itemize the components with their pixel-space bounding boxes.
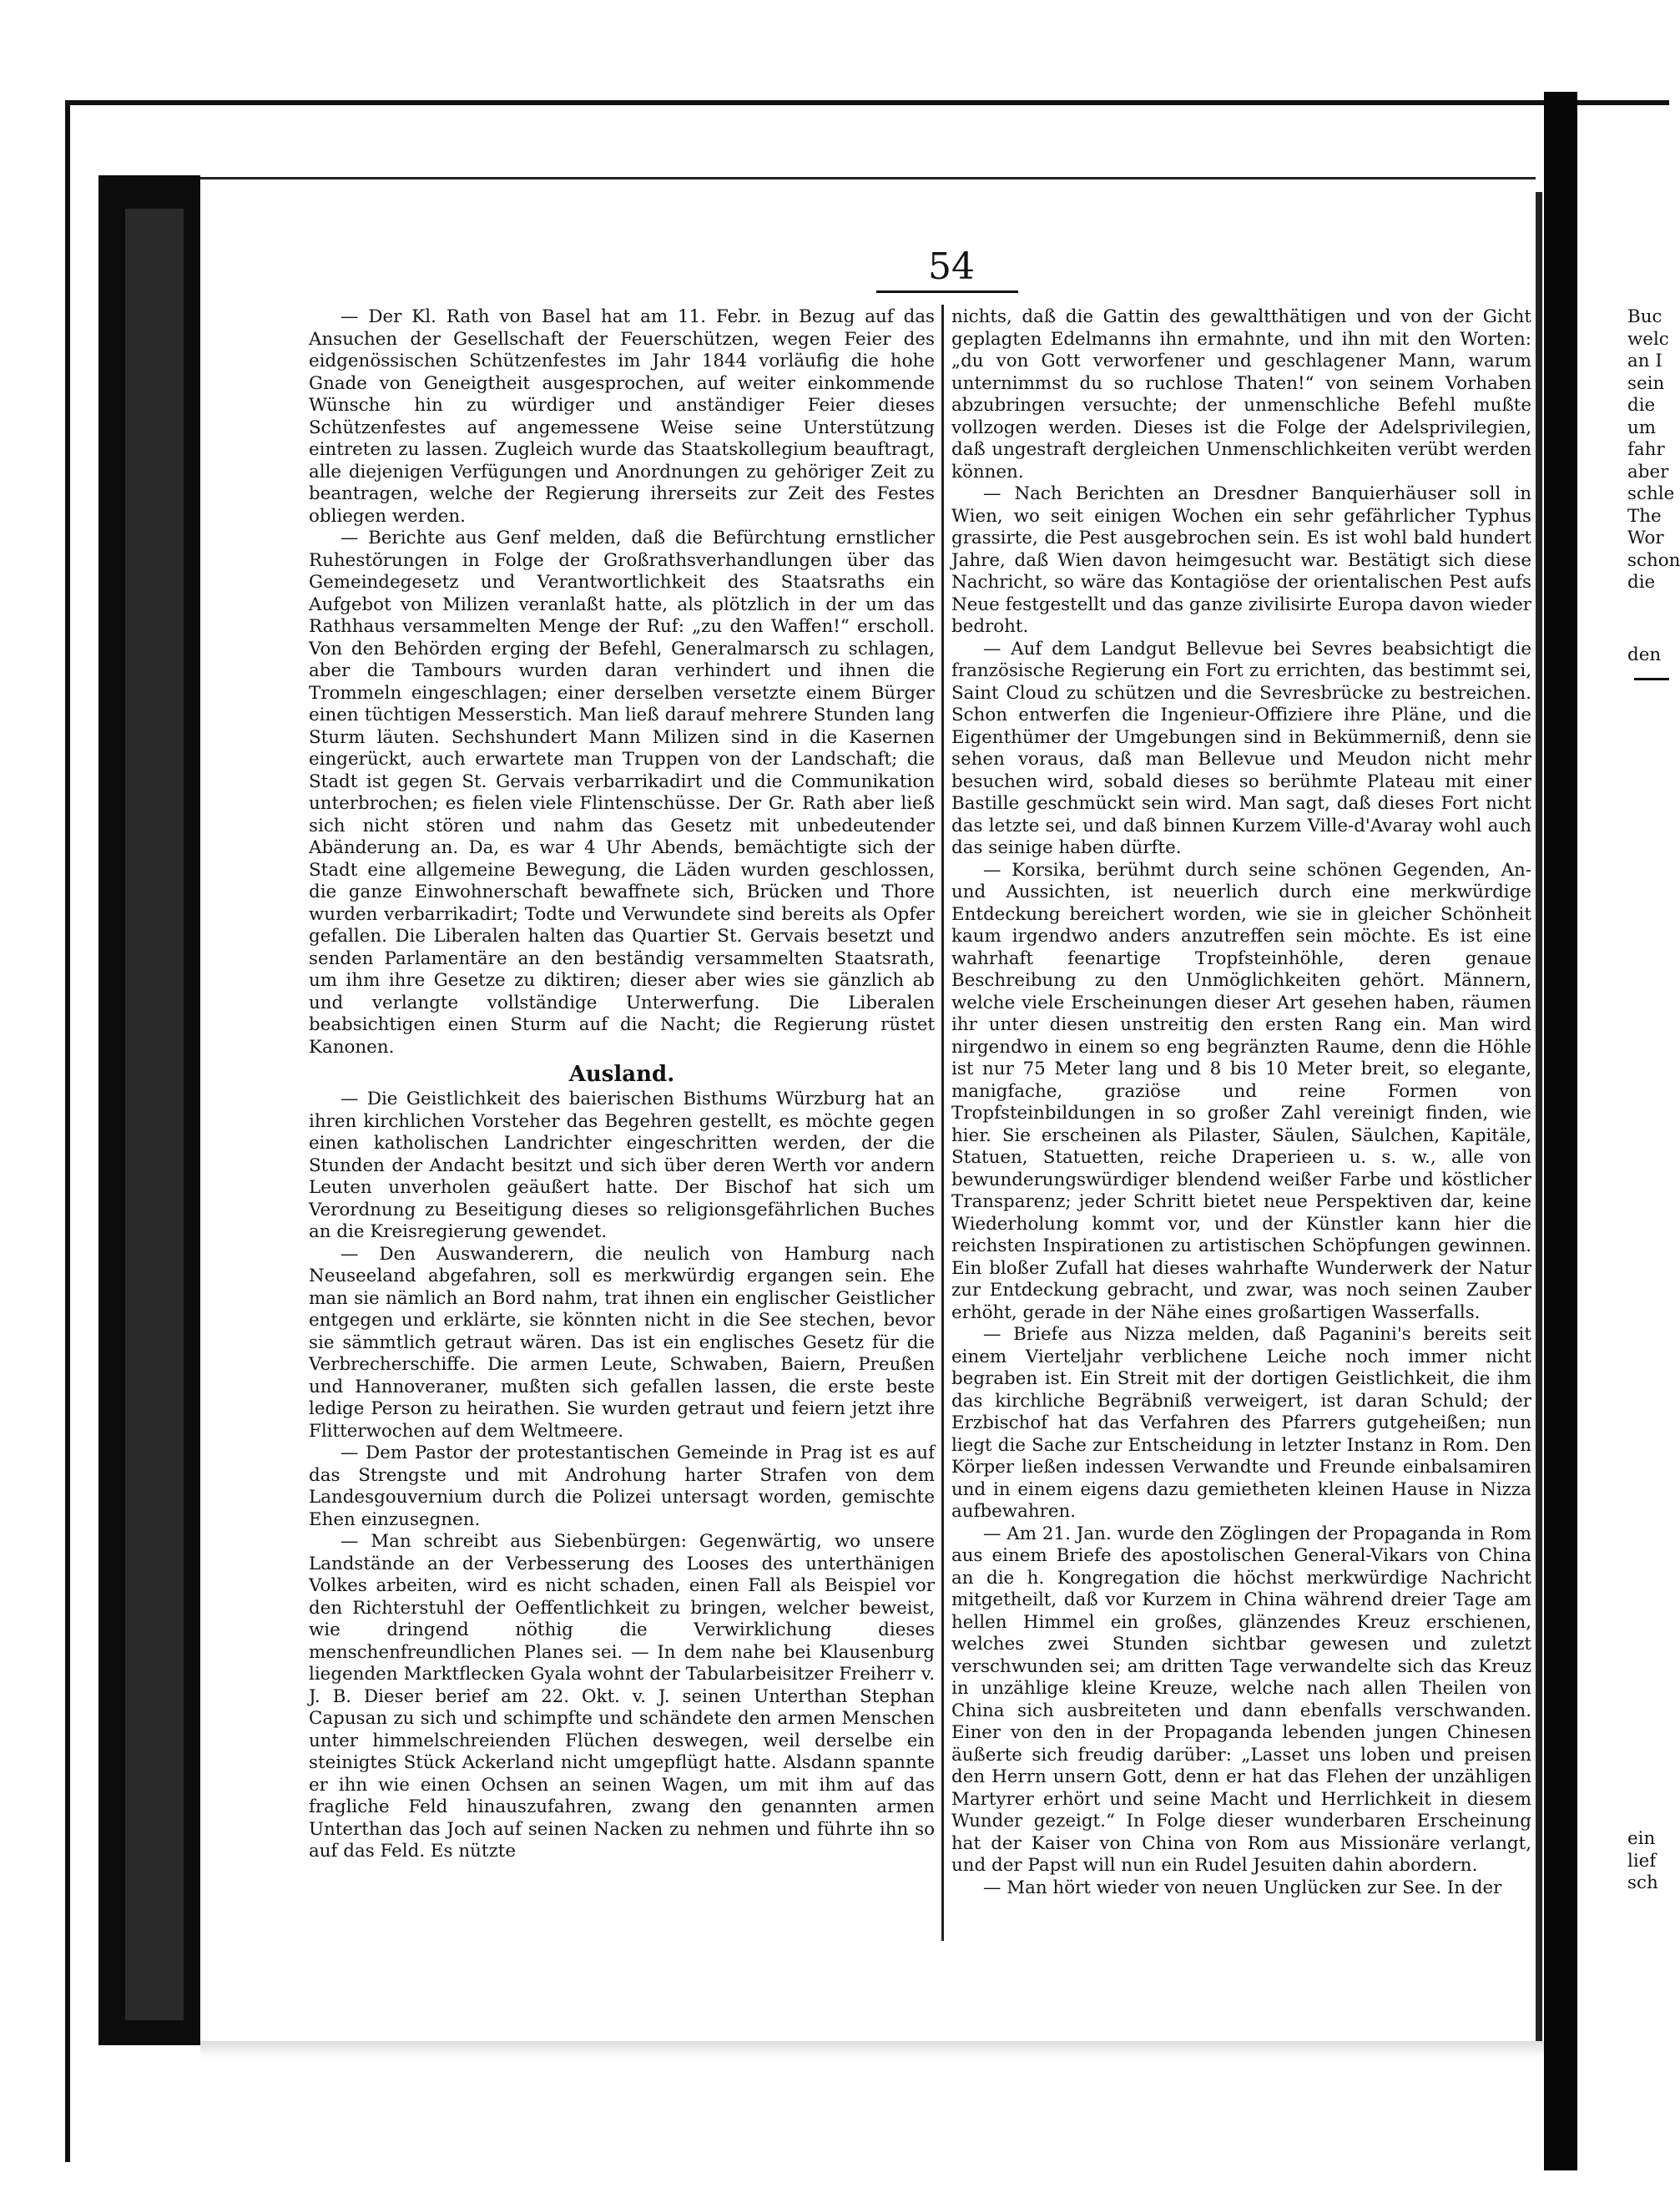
fragment-line: ein (1627, 1828, 1656, 1849)
fragment-line: sein (1627, 372, 1665, 394)
article-paragraph: — Berichte aus Genf melden, daß die Befürchtung ernstlicher Ruhestörungen in Folge der Großrathsverhandlungen über das Gemeindegesetz und Verantwortlichkeit des Staatsraths ein Aufgebot von Milizen veranlaßt hatte, als plötzlich in der um das Rathhaus versammelten Menge der Ruf: „zu den Waffen!“ erscholl. Von den Behörden erging der Befehl, Generalmarsch zu schlagen, aber die Tambours wurden daran verhindert und ihnen die Trommeln eingeschlagen; einer derselben versetzte einem Bürger einen tüchtigen Messerstich. Man ließ darauf mehrere Stunden lang Sturm läuten. Sechshundert Mann Milizen sind in die Kasernen eingerückt, auch erwartete man Truppen von der Landschaft; die Stadt ist gegen St. Gervais verbarrikadirt und die Communikation unterbrochen; es fielen viele Flintenschüsse. Der Gr. Rath aber ließ sich nicht stören und nahm das Gesetz mit unbedeutender Abänderung an. Da, es war 4 Uhr Abends, bemächtigte sich der Stadt eine allgemeine Bewegung, die Läden wurden geschlossen, die ganze Einwohnerschaft bewaffnete sich, Brücken und Thore wurden verbarrikadirt; Todte und Verwundete sind bereits als Opfer gefallen. Die Liberalen halten das Quartier St. Gervais besetzt und senden Parlamentäre an den beständig versammelten Staatsrath, um ihm ihre Gesetze zu diktiren; dieser aber wies sie gänzlich ab und verlangte vollständige Unterwerfung. Die Liberalen beabsichtigen einen Sturm auf die Nacht; die Regierung rüstet Kanonen. (309, 528, 935, 1058)
article-paragraph: — Auf dem Landgut Bellevue bei Sevres beabsichtigt die französische Regierung ein Fort zu errichten, das bestimmt sei, Saint Cloud zu schützen und die Sevresbrücke zu bestreichen. Schon entwerfen die Ingenieur-Offiziere ihre Pläne, und die Eigenthümer der Umgebungen sind in Bekümmerniß, denn sie sehen voraus, daß man Bellevue und Meudon nicht mehr besuchen wird, sobald dieses so berühmte Plateau mit einer Bastille geschmückt sein wird. Man sagt, daß dieses Fort nicht das letzte sei, und daß binnen Kurzem Ville-d'Avaray wohl auch das seinige haben dürfte. (951, 638, 1531, 858)
adjacent-page-fragment-mid (1627, 644, 1669, 669)
fragment-line: den (1627, 644, 1662, 665)
fragment-line: welc (1627, 328, 1669, 350)
fragment-line: Wor (1627, 528, 1664, 548)
article-paragraph: nichts, daß die Gattin des gewaltthätigen und von der Gicht geplagten Edelmanns ihn ermahnte, und ihn mit den Worten: „du von Gott verworfener und geschlagener Mann, warum unternimmst du so ruchlose Thaten!“ von seinem Vorhaben abzubringen versuchte; der unmenschliche Befehl mußte vollzogen werden. Dieses ist die Folge der Adelsprivilegien, daß ungestraft dergleichen Unmenschlichkeiten verübt werden können. (951, 306, 1531, 483)
book-binding-edge (1536, 192, 1542, 2045)
article-paragraph: — Die Geistlichkeit des baierischen Bisthums Würzburg hat an ihren kirchlichen Vorsteher das Begehren gestellt, es möchte gegen einen katholischen Landrichter eingeschritten werden, der die Stunden der Andacht besitzt und sich über deren Werth vor andern Leuten unverholen geäußert hatte. Der Bischof hat sich um Verordnung zu Beseitigung dieses so religionsgefährlichen Buches an die Kreisregierung gewendet. (309, 1089, 935, 1242)
article-paragraph: — Korsika, berühmt durch seine schönen Gegenden, An- und Aussichten, ist neuerlich durch eine merkwürdige Entdeckung bereichert worden, wie sie in gleicher Schönheit kaum irgendwo anders anzutreffen sein möchte. Es ist eine wahrhaft feenartige Tropfsteinhöhle, deren genaue Beschreibung zu den Unmöglichkeiten gehört. Männern, welche viele Erscheinungen dieser Art gesehen haben, räumen ihr unter diesen unstreitig den ersten Rang ein. Man wird nirgendwo in einem so eng begränzten Raume, denn die Höhle ist nur 75 Meter lang und 8 bis 10 Meter breit, so elegante, manigfache, graziöse und reine Formen von Tropfsteinbildungen in so großer Zahl vereinigt finden, wie hier. Sie erscheinen als Pilaster, Säulen, Säulchen, Kapitäle, Statuen, Statuetten, reiche Draperieen u. s. w., alle von bewunderungswürdiger blendend weißer Farbe und köstlicher Transparenz; jeder Schritt bietet neue Perspektiven dar, keine Wiederholung kommt vor, und der Künstler kann hier die reichsten Inspirationen zu artistischen Schöpfungen gewinnen. Ein bloßer Zufall hat dieses wahrhafte Wunderwerk der Natur zur Entdeckung gebracht, und zwar, was noch seinen Zauber erhöht, gerade in der Nähe eines großartigen Wasserfalls. (951, 859, 1531, 1323)
fragment-line: die (1627, 572, 1656, 593)
article-paragraph: — Man hört wieder von neuen Unglücken zur See. In der (983, 1877, 1502, 1898)
page-number: 54 (928, 245, 975, 288)
fragment-line: die (1627, 395, 1656, 416)
page-top-edge (200, 177, 1536, 179)
scan-shadow-left-inner (125, 209, 184, 2020)
scan-frame-top (67, 100, 1669, 105)
page-number-rule (876, 291, 1018, 293)
adjacent-page-fragment-bottom (1627, 1828, 1669, 1920)
fragment-line: schon (1627, 549, 1680, 571)
article-paragraph: — Briefe aus Nizza melden, daß Paganini's bereits seit einem Vierteljahr verblichene Leiche noch immer nicht begraben ist. Ein Streit mit der dortigen Geistlichkeit, die ihm das kirchliche Begräbniß verweigert, ist daran Schuld; der Erzbischof hat das Verfahren des Pfarrers gutgeheißen; nun liegt die Sache zur Entscheidung in letzter Instanz in Rom. Den Körper ließen indessen Verwandte und Freunde einbalsamiren und in einem eigens dazu gemietheten kleinen Hause in Nizza aufbewahren. (951, 1324, 1531, 1522)
fragment-line: aber (1627, 461, 1669, 483)
fragment-line: an I (1627, 351, 1662, 371)
adjacent-page-rule (1634, 678, 1669, 680)
fragment-line: fahr (1627, 439, 1665, 460)
article-paragraph: — Nach Berichten an Dresdner Banquierhäuser soll in Wien, wo seit einigen Wochen ein sehr gefährlicher Typhus grassirte, die Pest ausgebrochen sein. Es ist wohl bald hundert Jahre, daß Wien davon heimgesucht war. Bestätigt sich diese Nachricht, so wäre das Kontagiöse der orientalischen Pest aufs Neue festgestellt und das ganze zivilisirte Europa davon wieder bedroht. (951, 483, 1531, 637)
section-heading: Ausland. (568, 1062, 675, 1087)
page-bottom-edge (200, 2041, 1544, 2058)
fragment-line: schle (1627, 483, 1675, 504)
right-column (951, 306, 1531, 1899)
article-paragraph: — Man schreibt aus Siebenbürgen: Gegenwärtig, wo unsere Landstände an der Verbesserung des Looses des unterthänigen Volkes arbeiten, wird es nicht schaden, einen Fall als Beispiel vor den Richterstuhl der Oeffentlichkeit zu bringen, welcher beweist, wie dringend nöthig die Verwirklichung dieses menschenfreundlichen Planes sei. — In dem nahe bei Klausenburg liegenden Marktflecken Gyala wohnt der Tabularbeisitzer Freiherr v. J. B. Dieser berief am 22. Okt. v. J. seinen Unterthan Stephan Capusan zu sich und schimpfte und schändete den armen Menschen unter himmelschreienden Flüchen deswegen, weil derselbe ein steinigtes Stück Ackerland nicht umgepflügt hatte. Alsdann spannte er ihn wie einen Ochsen an seinen Wagen, um mit ihm auf das fragliche Feld hinauszufahren, zwang den genannten armen Unterthan das Joch auf seinen Nacken zu nehmen und führte ihn so auf das Feld. Es nützte (309, 1531, 935, 1862)
book-binding-gutter (1544, 92, 1577, 2170)
fragment-line: sch (1627, 1872, 1658, 1893)
scan-frame-left (65, 100, 70, 2162)
fragment-line: The (1627, 505, 1662, 527)
fragment-line: lief (1627, 1850, 1657, 1872)
fragment-line: um (1627, 417, 1657, 438)
article-paragraph: — Den Auswanderern, die neulich von Hamburg nach Neuseeland abgefahren, soll es merkwürdig ergangen sein. Ehe man sie nämlich an Bord nahm, trat ihnen ein englischer Geistlicher entgegen und erklärte, sie könnten nicht in die See stechen, bevor sie sämmtlich getraut wären. Das ist ein englisches Gesetz für die Verbrecherschiffe. Die armen Leute, Schwaben, Baiern, Preußen und Hannoveraner, mußten sich gefallen lassen, die erste beste ledige Person zu heirathen. Sie wurden getraut und feiern jetzt ihre Flitterwochen auf dem Weltmeere. (309, 1243, 935, 1442)
article-paragraph: — Der Kl. Rath von Basel hat am 11. Febr. in Bezug auf das Ansuchen der Gesellschaft der Feuerschützen, wegen Feier des eidgenössischen Schützenfestes im Jahr 1844 vorläufig die hohe Gnade von Geneigtheit ausgesprochen, auf weiter einkommende Wünsche hin zu würdiger und anständiger Feier dieses Schützenfestes auf angemessene Weise seine Unterstützung eintreten zu lassen. Zugleich wurde das Staatskollegium beauftragt, alle diejenigen Verfügungen und Anordnungen zu gehöriger Zeit zu beantragen, welche der Regierung ihrerseits zur Zeit des Festes obliegen werden. (309, 306, 935, 527)
article-paragraph: — Dem Pastor der protestantischen Gemeinde in Prag ist es auf das Strengste und mit Androhung harter Strafen von dem Landesgouvernium durch die Polizei untersagt worden, gemischte Ehen einzusegnen. (309, 1443, 935, 1530)
column-divider (941, 305, 944, 1941)
adjacent-page-fragment-top (1627, 306, 1680, 593)
article-paragraph: — Am 21. Jan. wurde den Zöglingen der Propaganda in Rom aus einem Briefe des apostolischen General-Vikars von China an die h. Kongregation die höchst merkwürdige Nachricht mitgetheilt, daß vor Kurzem in China während dreier Tage am hellen Himmel ein großes, glänzendes Kreuz erschienen, welches zwei Stunden sichtbar gewesen und zuletzt verschwunden sei; am dritten Tage verwandelte sich das Kreuz in unzählige kleine Kreuze, welche nach allen Theilen von China sich ausbreiteten und dann ebenfalls verschwanden. Einer von den in der Propaganda lebenden jungen Chinesen äußerte sich freudig darüber: „Lasset uns loben und preisen den Herrn unsern Gott, denn er hat das Flehen der unzähligen Martyrer erhört und seine Macht und Herrlichkeit in diesem Wunder gezeigt.“ In Folge dieser wunderbaren Erscheinung hat der Kaiser von China von Rom aus Missionäre verlangt, und der Papst will nun ein Rudel Jesuiten dahin abordern. (951, 1523, 1531, 1876)
fragment-line: Buc (1627, 306, 1662, 327)
left-column (309, 306, 935, 1863)
